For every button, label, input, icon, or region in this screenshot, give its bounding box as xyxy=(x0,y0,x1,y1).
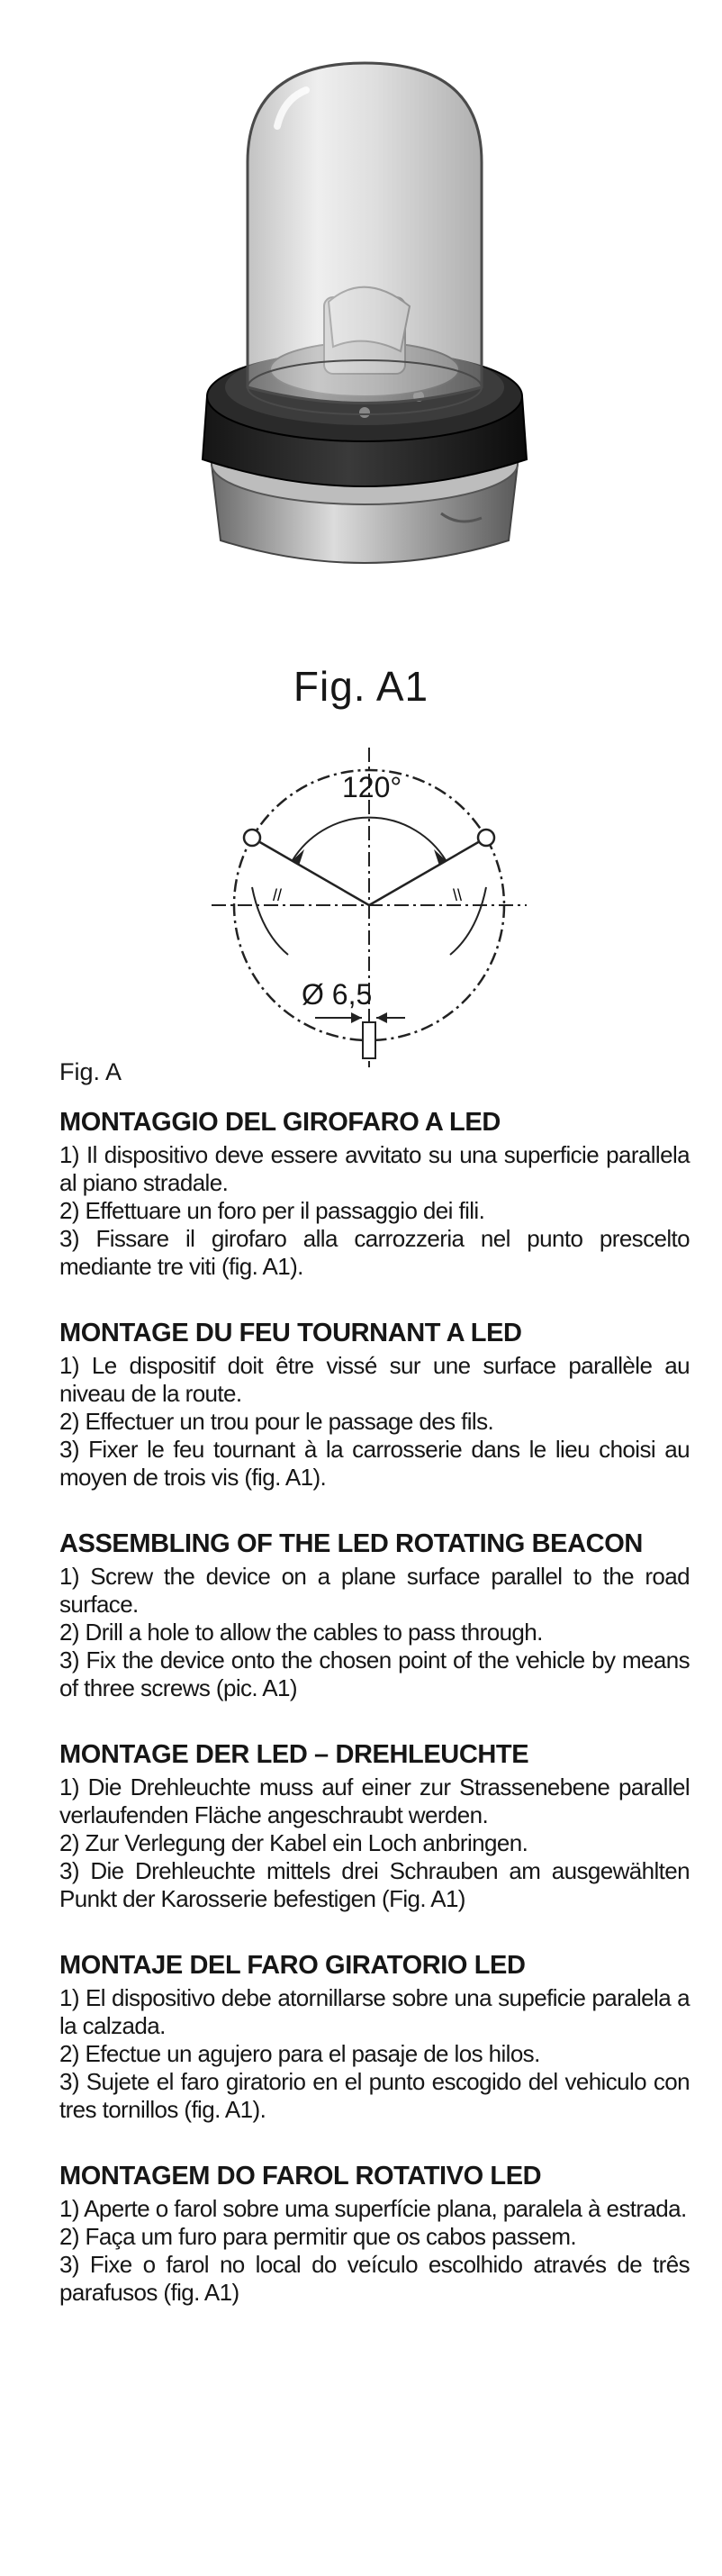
step-2: 2) Efectue un agujero para el pasaje de los hilos. xyxy=(59,2040,540,2067)
section-german xyxy=(59,1740,690,1913)
section-title: MONTAGE DER LED – DREHLEUCHTE xyxy=(59,1740,529,1769)
step-1: 1) Il dispositivo deve essere avvitato su una superficie parallela al piano stradale. xyxy=(59,1141,690,1196)
section-english xyxy=(59,1529,690,1702)
section-title: ASSEMBLING OF THE LED ROTATING BEACON xyxy=(59,1529,643,1558)
figure-a-caption: Fig. A xyxy=(59,1058,122,1085)
svg-text:\\: \\ xyxy=(453,886,463,904)
instructions xyxy=(59,1108,690,2345)
section-title: MONTAGGIO DEL GIROFARO A LED xyxy=(59,1108,501,1137)
step-2: 2) Drill a hole to allow the cables to pass through. xyxy=(59,1619,543,1646)
hole-diameter-label: Ø 6,5 xyxy=(302,978,373,1011)
figure-a1-caption: Fig. A1 xyxy=(293,663,429,710)
step-2: 2) Zur Verlegung der Kabel ein Loch anbringen. xyxy=(59,1829,528,1856)
step-2: 2) Faça um furo para permitir que os cabos passem. xyxy=(59,2223,577,2250)
step-2: 2) Effectuer un trou pour le passage des fils. xyxy=(59,1408,494,1435)
angle-label: 120° xyxy=(342,771,402,803)
step-1: 1) Aperte o farol sobre uma superfície plana, paralela à estrada. xyxy=(59,2195,687,2222)
section-french xyxy=(59,1319,690,1492)
section-title: MONTAGE DU FEU TOURNANT A LED xyxy=(59,1319,522,1347)
section-title: MONTAGEM DO FAROL ROTATIVO LED xyxy=(59,2162,542,2191)
step-3: 3) Fixer le feu tournant à la carrosserie dans le lieu choisi au moyen de trois vis (fig. A1). xyxy=(59,1436,690,1491)
section-italian xyxy=(59,1108,690,1281)
svg-text://: // xyxy=(273,886,283,904)
section-spanish xyxy=(59,1951,690,2124)
beacon-product-image xyxy=(171,9,558,594)
step-1: 1) Screw the device on a plane surface parallel to the road surface. xyxy=(59,1563,690,1618)
step-3: 3) Sujete el faro giratorio en el punto escogido del vehiculo con tres tornillos (fig. A1). xyxy=(59,2068,690,2123)
step-1: 1) Le dispositif doit être vissé sur une surface parallèle au niveau de la route. xyxy=(59,1352,690,1407)
mounting-hole-diagram xyxy=(198,734,540,1076)
step-3: 3) Fissare il girofaro alla carrozzeria nel punto prescelto mediante tre viti (fig. A1). xyxy=(59,1225,690,1280)
step-1: 1) Die Drehleuchte muss auf einer zur Strassenebene parallel verlaufenden Fläche angeschraubt werden. xyxy=(59,1773,690,1828)
step-3: 3) Die Drehleuchte mittels drei Schrauben am ausgewählten Punkt der Karosserie befestigen (Fig. A1) xyxy=(59,1857,690,1912)
section-portuguese xyxy=(59,2162,690,2307)
step-3: 3) Fixe o farol no local do veículo escolhido através de três parafusos (fig. A1) xyxy=(59,2251,690,2306)
section-title: MONTAJE DEL FARO GIRATORIO LED xyxy=(59,1951,526,1980)
step-1: 1) El dispositivo debe atornillarse sobre una supeficie paralela a la calzada. xyxy=(59,1984,690,2039)
step-3: 3) Fix the device onto the chosen point of the vehicle by means of three screws (pic. A1) xyxy=(59,1646,690,1701)
step-2: 2) Effettuare un foro per il passaggio dei fili. xyxy=(59,1197,485,1224)
